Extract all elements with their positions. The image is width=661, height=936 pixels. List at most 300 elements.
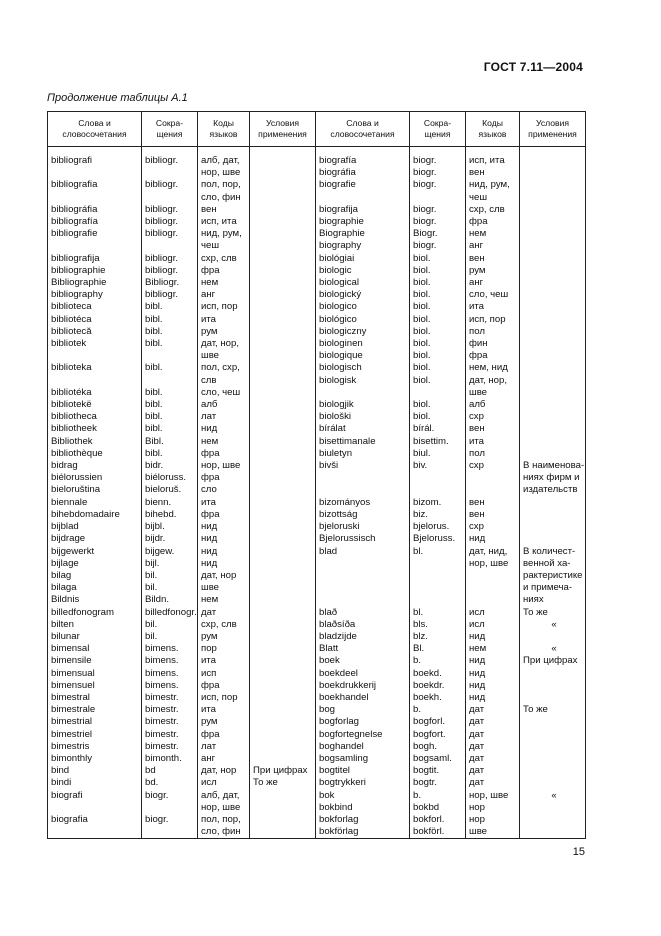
abbreviation-cell: bidr. [142, 460, 198, 472]
language-code-cell: шве [198, 350, 250, 362]
language-code-cell: исл [466, 619, 520, 631]
word-cell: bijgewerkt [48, 546, 142, 558]
abbreviation-cell: b. [410, 790, 466, 802]
language-code-cell: лат [198, 411, 250, 423]
table-row [48, 179, 586, 191]
word-cell: bok [316, 790, 410, 802]
condition-cell: То же [520, 704, 586, 716]
table-row [48, 301, 586, 313]
abbreviation-cell: b. [410, 704, 466, 716]
word-cell: bogfortegnelse [316, 729, 410, 741]
word-cell: bilunar [48, 631, 142, 643]
abbreviation-cell: bibl. [142, 301, 198, 313]
condition-cell [520, 387, 586, 399]
language-code-cell: лат [198, 741, 250, 753]
word-cell: biologic [316, 265, 410, 277]
condition-cell [520, 436, 586, 448]
condition-cell [520, 716, 586, 728]
language-code-cell: анг [466, 240, 520, 252]
word-cell: bimestris [48, 741, 142, 753]
table-row [48, 472, 586, 484]
language-code-cell: анг [198, 753, 250, 765]
table-row [48, 716, 586, 728]
condition-cell [250, 814, 316, 826]
condition-cell [520, 265, 586, 277]
abbreviation-cell: bl. [410, 546, 466, 558]
condition-cell [250, 204, 316, 216]
condition-cell [520, 802, 586, 814]
condition-cell [520, 167, 586, 179]
language-code-cell: дат [198, 607, 250, 619]
condition-cell [250, 533, 316, 545]
language-code-cell: схр [466, 460, 520, 472]
abbreviation-cell: bibl. [142, 338, 198, 350]
condition-cell [520, 277, 586, 289]
word-cell: bokbind [316, 802, 410, 814]
condition-cell [250, 546, 316, 558]
language-code-cell: пор [198, 643, 250, 655]
condition-cell: При цифрах [250, 765, 316, 777]
table-row [48, 631, 586, 643]
language-code-cell: вен [466, 423, 520, 435]
word-cell: biografi [48, 790, 142, 802]
condition-cell [520, 533, 586, 545]
condition-cell [520, 448, 586, 460]
language-code-cell: рум [198, 326, 250, 338]
condition-cell [520, 521, 586, 533]
language-codes-column-header [198, 112, 250, 147]
condition-cell [250, 338, 316, 350]
condition-cell [250, 484, 316, 496]
language-code-cell: нор, шве [198, 460, 250, 472]
language-code-cell: фра [198, 509, 250, 521]
abbreviation-cell: biogr. [410, 216, 466, 228]
abbreviation-cell: biol. [410, 253, 466, 265]
abbreviation-cell: bijbl. [142, 521, 198, 533]
table-row [48, 362, 586, 374]
abbreviation-cell: bibl. [142, 411, 198, 423]
condition-cell [520, 301, 586, 313]
abbreviation-cell: bienn. [142, 497, 198, 509]
language-code-cell: исл [466, 607, 520, 619]
table-row [48, 497, 586, 509]
language-code-cell: фин [466, 338, 520, 350]
abbreviation-cell: biv. [410, 460, 466, 472]
language-code-cell [466, 484, 520, 496]
abbreviation-cell: bimens. [142, 668, 198, 680]
word-cell: bokforlag [316, 814, 410, 826]
language-code-cell: нид, рум, [466, 179, 520, 191]
condition-cell [520, 411, 586, 423]
abbreviation-cell: bibl. [142, 314, 198, 326]
word-cell: bijdrage [48, 533, 142, 545]
word-cell: bibliografija [48, 253, 142, 265]
language-code-cell: нор, шве [198, 802, 250, 814]
table-row [48, 814, 586, 826]
word-cell: boek [316, 655, 410, 667]
spacer-cell [198, 147, 250, 156]
abbreviation-cell: bírál. [410, 423, 466, 435]
language-code-cell: алб, дат, [198, 790, 250, 802]
word-cell: biografia [48, 814, 142, 826]
abbreviation-cell: bibl. [142, 448, 198, 460]
abbreviation-cell: bogtr. [410, 777, 466, 789]
word-cell: bimestrale [48, 704, 142, 716]
language-code-cell: ита [466, 436, 520, 448]
language-code-cell: нем, нид [466, 362, 520, 374]
condition-cell [520, 668, 586, 680]
condition-cell [250, 460, 316, 472]
abbreviation-cell: biz. [410, 509, 466, 521]
abbreviation-cell: bijgew. [142, 546, 198, 558]
language-code-cell: фра [198, 729, 250, 741]
language-code-cell: схр, слв [466, 204, 520, 216]
abbreviation-cell: bogforl. [410, 716, 466, 728]
table-row [48, 790, 586, 802]
word-cell: Bjelorussisch [316, 533, 410, 545]
spacer-cell [48, 147, 142, 156]
word-cell: bimestral [48, 692, 142, 704]
condition-cell [250, 631, 316, 643]
abbreviation-cell: bil. [142, 631, 198, 643]
language-code-cell: нид, рум, [198, 228, 250, 240]
condition-cell: издательств [520, 484, 586, 496]
condition-cell [250, 655, 316, 667]
language-code-cell: дат [466, 753, 520, 765]
word-cell: bimestrial [48, 716, 142, 728]
table-row [48, 448, 586, 460]
condition-cell [250, 399, 316, 411]
table-caption: Продолжение таблицы А.1 [47, 92, 188, 104]
word-cell: biografía [316, 155, 410, 167]
word-cell: bimensual [48, 668, 142, 680]
language-code-cell: нид [466, 692, 520, 704]
table-row [48, 741, 586, 753]
word-cell: bimensile [48, 655, 142, 667]
word-cell: bind [48, 765, 142, 777]
table-row [48, 643, 586, 655]
word-cell: bibliografie [48, 228, 142, 240]
word-cell: bogtitel [316, 765, 410, 777]
table-row [48, 533, 586, 545]
language-code-cell: рум [466, 265, 520, 277]
word-cell: bimestriel [48, 729, 142, 741]
word-cell [48, 167, 142, 179]
condition-cell [520, 399, 586, 411]
spacer-cell [466, 147, 520, 156]
abbreviation-cell: bimestr. [142, 704, 198, 716]
abbreviation-cell: bimonth. [142, 753, 198, 765]
language-code-cell: нид [198, 423, 250, 435]
language-code-cell: нем [198, 277, 250, 289]
language-code-cell: исп, ита [466, 155, 520, 167]
word-cell: bilaga [48, 582, 142, 594]
table-row [48, 582, 586, 594]
abbreviation-cell: bl. [410, 607, 466, 619]
abbreviation-cell: biogr. [142, 790, 198, 802]
abbreviation-cell [142, 802, 198, 814]
word-cell: bibliotéka [48, 387, 142, 399]
abbreviation-cell [410, 582, 466, 594]
language-code-cell: дат [466, 777, 520, 789]
table-row [48, 655, 586, 667]
language-code-cell: схр, слв [198, 619, 250, 631]
word-cell: Bibliothek [48, 436, 142, 448]
table-body [48, 147, 586, 839]
table-row [48, 326, 586, 338]
header-line: щения [156, 129, 183, 139]
table-row [48, 204, 586, 216]
language-code-cell: схр [466, 411, 520, 423]
condition-cell [250, 436, 316, 448]
word-cell: bimensuel [48, 680, 142, 692]
condition-cell [250, 253, 316, 265]
language-code-cell: нор [466, 814, 520, 826]
word-cell: biográfia [316, 167, 410, 179]
language-code-cell: нид [466, 655, 520, 667]
abbreviation-cell [142, 192, 198, 204]
word-cell [48, 192, 142, 204]
condition-cell [520, 204, 586, 216]
word-cell: bog [316, 704, 410, 716]
page-number: 15 [572, 846, 585, 858]
abbreviation-cell: bibl. [142, 423, 198, 435]
abbreviation-cell: Bl. [410, 643, 466, 655]
condition-cell [250, 509, 316, 521]
language-code-cell: нор [466, 802, 520, 814]
abbreviation-cell [410, 558, 466, 570]
word-cell: boghandel [316, 741, 410, 753]
condition-cell [520, 179, 586, 191]
abbreviation-cell: bibliogr. [142, 155, 198, 167]
language-code-cell: схр [466, 521, 520, 533]
word-cell [48, 240, 142, 252]
word-cell: biološki [316, 411, 410, 423]
word-cell: bilten [48, 619, 142, 631]
language-code-cell: сло [198, 484, 250, 496]
abbreviation-cell: bokforl. [410, 814, 466, 826]
word-cell: bibliotheca [48, 411, 142, 423]
table-row [48, 277, 586, 289]
condition-cell [250, 582, 316, 594]
language-code-cell: вен [466, 497, 520, 509]
abbreviation-cell: biol. [410, 350, 466, 362]
abbreviation-cell: bd. [142, 777, 198, 789]
word-cell: bijblad [48, 521, 142, 533]
word-cell: biography [316, 240, 410, 252]
language-code-cell: ита [198, 314, 250, 326]
condition-cell [250, 289, 316, 301]
abbreviation-cell: biogr. [410, 240, 466, 252]
condition-cell [250, 716, 316, 728]
document-code: ГОСТ 7.11—2004 [483, 60, 583, 74]
language-code-cell: чеш [198, 240, 250, 252]
language-code-cell: сло, фин [198, 826, 250, 839]
word-cell: Blatt [316, 643, 410, 655]
words-column-header-2 [316, 112, 410, 147]
condition-cell [250, 326, 316, 338]
word-cell: bimensal [48, 643, 142, 655]
language-code-cell: нид [466, 631, 520, 643]
table-row [48, 192, 586, 204]
table-row [48, 375, 586, 387]
table-row [48, 387, 586, 399]
word-cell: bibliographie [48, 265, 142, 277]
word-cell [316, 472, 410, 484]
language-code-cell [466, 570, 520, 582]
condition-cell [250, 314, 316, 326]
language-code-cell: пол, пор, [198, 814, 250, 826]
condition-cell [520, 326, 586, 338]
abbreviation-cell [410, 570, 466, 582]
condition-cell [250, 387, 316, 399]
abbreviation-cell: biogr. [142, 814, 198, 826]
word-cell: bilag [48, 570, 142, 582]
condition-cell [250, 741, 316, 753]
header-line: щения [424, 129, 451, 139]
word-cell [48, 802, 142, 814]
word-cell: bimonthly [48, 753, 142, 765]
abbreviation-cell: biol. [410, 338, 466, 350]
word-cell: bibliothèque [48, 448, 142, 460]
header-line: Слова и [78, 118, 111, 128]
abbreviation-cell: Bjelоruss. [410, 533, 466, 545]
word-cell: bieloruština [48, 484, 142, 496]
condition-cell [250, 826, 316, 839]
table-spacer-row [48, 147, 586, 156]
abbreviation-cell: bogtit. [410, 765, 466, 777]
table-row [48, 265, 586, 277]
word-cell: biologisk [316, 375, 410, 387]
abbreviation-cell: biol. [410, 362, 466, 374]
condition-cell [250, 692, 316, 704]
abbreviation-cell: biol. [410, 399, 466, 411]
word-cell: bivši [316, 460, 410, 472]
condition-cell [520, 680, 586, 692]
condition-cell [250, 167, 316, 179]
condition-cell [250, 472, 316, 484]
condition-cell [520, 631, 586, 643]
condition-cell [520, 692, 586, 704]
abbreviations-column-header [142, 112, 198, 147]
language-code-cell: вен [466, 167, 520, 179]
abbreviation-cell: biol. [410, 326, 466, 338]
table-row [48, 546, 586, 558]
header-line: Условия [265, 118, 300, 128]
abbreviation-cell: bibliogr. [142, 289, 198, 301]
language-code-cell: нем [466, 643, 520, 655]
abbreviation-cell: bimestr. [142, 729, 198, 741]
header-line: Условия [535, 118, 570, 128]
condition-cell [250, 228, 316, 240]
condition-cell [520, 375, 586, 387]
condition-cell [520, 289, 586, 301]
abbreviation-cell: bieloruš. [142, 484, 198, 496]
word-cell: bizottság [316, 509, 410, 521]
language-code-cell: дат, нор [198, 765, 250, 777]
word-cell: biologisch [316, 362, 410, 374]
condition-cell [250, 643, 316, 655]
language-code-cell: дат [466, 765, 520, 777]
abbreviation-cell: bimens. [142, 655, 198, 667]
language-code-cell: слв [198, 375, 250, 387]
language-code-cell: вен [466, 253, 520, 265]
language-code-cell: нид [198, 533, 250, 545]
header-line: словосочетания [62, 129, 127, 139]
language-code-cell: нид [198, 558, 250, 570]
word-cell: biologique [316, 350, 410, 362]
word-cell: boekdrukkerij [316, 680, 410, 692]
language-code-cell: нем [198, 436, 250, 448]
language-code-cell: дат [466, 729, 520, 741]
condition-cell: В наименова- [520, 460, 586, 472]
word-cell [316, 387, 410, 399]
language-code-cell [466, 594, 520, 606]
condition-cell [250, 704, 316, 716]
header-line: Сокра- [423, 118, 452, 128]
abbreviation-cell: biol. [410, 277, 466, 289]
spacer-cell [142, 147, 198, 156]
abbreviation-cell: biogr. [410, 167, 466, 179]
words-column-header [48, 112, 142, 147]
condition-cell [520, 826, 586, 839]
word-cell: bibliotecă [48, 326, 142, 338]
condition-cell [520, 350, 586, 362]
word-cell: biológiai [316, 253, 410, 265]
language-code-cell: сло, чеш [466, 289, 520, 301]
condition-cell [250, 423, 316, 435]
condition-cell [520, 497, 586, 509]
word-cell: biologický [316, 289, 410, 301]
language-code-cell: схр, слв [198, 253, 250, 265]
condition-cell [520, 765, 586, 777]
spacer-cell [316, 147, 410, 156]
language-code-cell: ита [198, 704, 250, 716]
language-code-cell: дат [466, 704, 520, 716]
header-line: языков [478, 129, 507, 139]
abbreviation-cell: bogh. [410, 741, 466, 753]
abbreviation-cell: bibliogr. [142, 228, 198, 240]
word-cell: bijlage [48, 558, 142, 570]
abbreviation-cell: bil. [142, 570, 198, 582]
language-code-cell: дат, нор, [198, 338, 250, 350]
language-code-cell: нем [466, 228, 520, 240]
condition-cell [250, 240, 316, 252]
abbreviation-cell: biol. [410, 301, 466, 313]
word-cell: bibliotek [48, 338, 142, 350]
conditions-column-header [250, 112, 316, 147]
word-cell: bibliografia [48, 179, 142, 191]
condition-cell [250, 192, 316, 204]
spacer-cell [520, 147, 586, 156]
abbreviation-cell: billedfonogr. [142, 607, 198, 619]
table-row [48, 777, 586, 789]
table-row [48, 704, 586, 716]
abbreviation-cell [142, 375, 198, 387]
language-code-cell: пол, пор, [198, 179, 250, 191]
table-row [48, 668, 586, 680]
word-cell: bogforlag [316, 716, 410, 728]
language-code-cell: алб [198, 399, 250, 411]
language-code-cell [466, 472, 520, 484]
condition-cell [520, 216, 586, 228]
abbreviation-cell [410, 472, 466, 484]
language-code-cell: нид [198, 521, 250, 533]
abbreviation-cell: bokbd [410, 802, 466, 814]
table-row [48, 729, 586, 741]
condition-cell: венной ха- [520, 558, 586, 570]
abbreviations-column-header-2 [410, 112, 466, 147]
